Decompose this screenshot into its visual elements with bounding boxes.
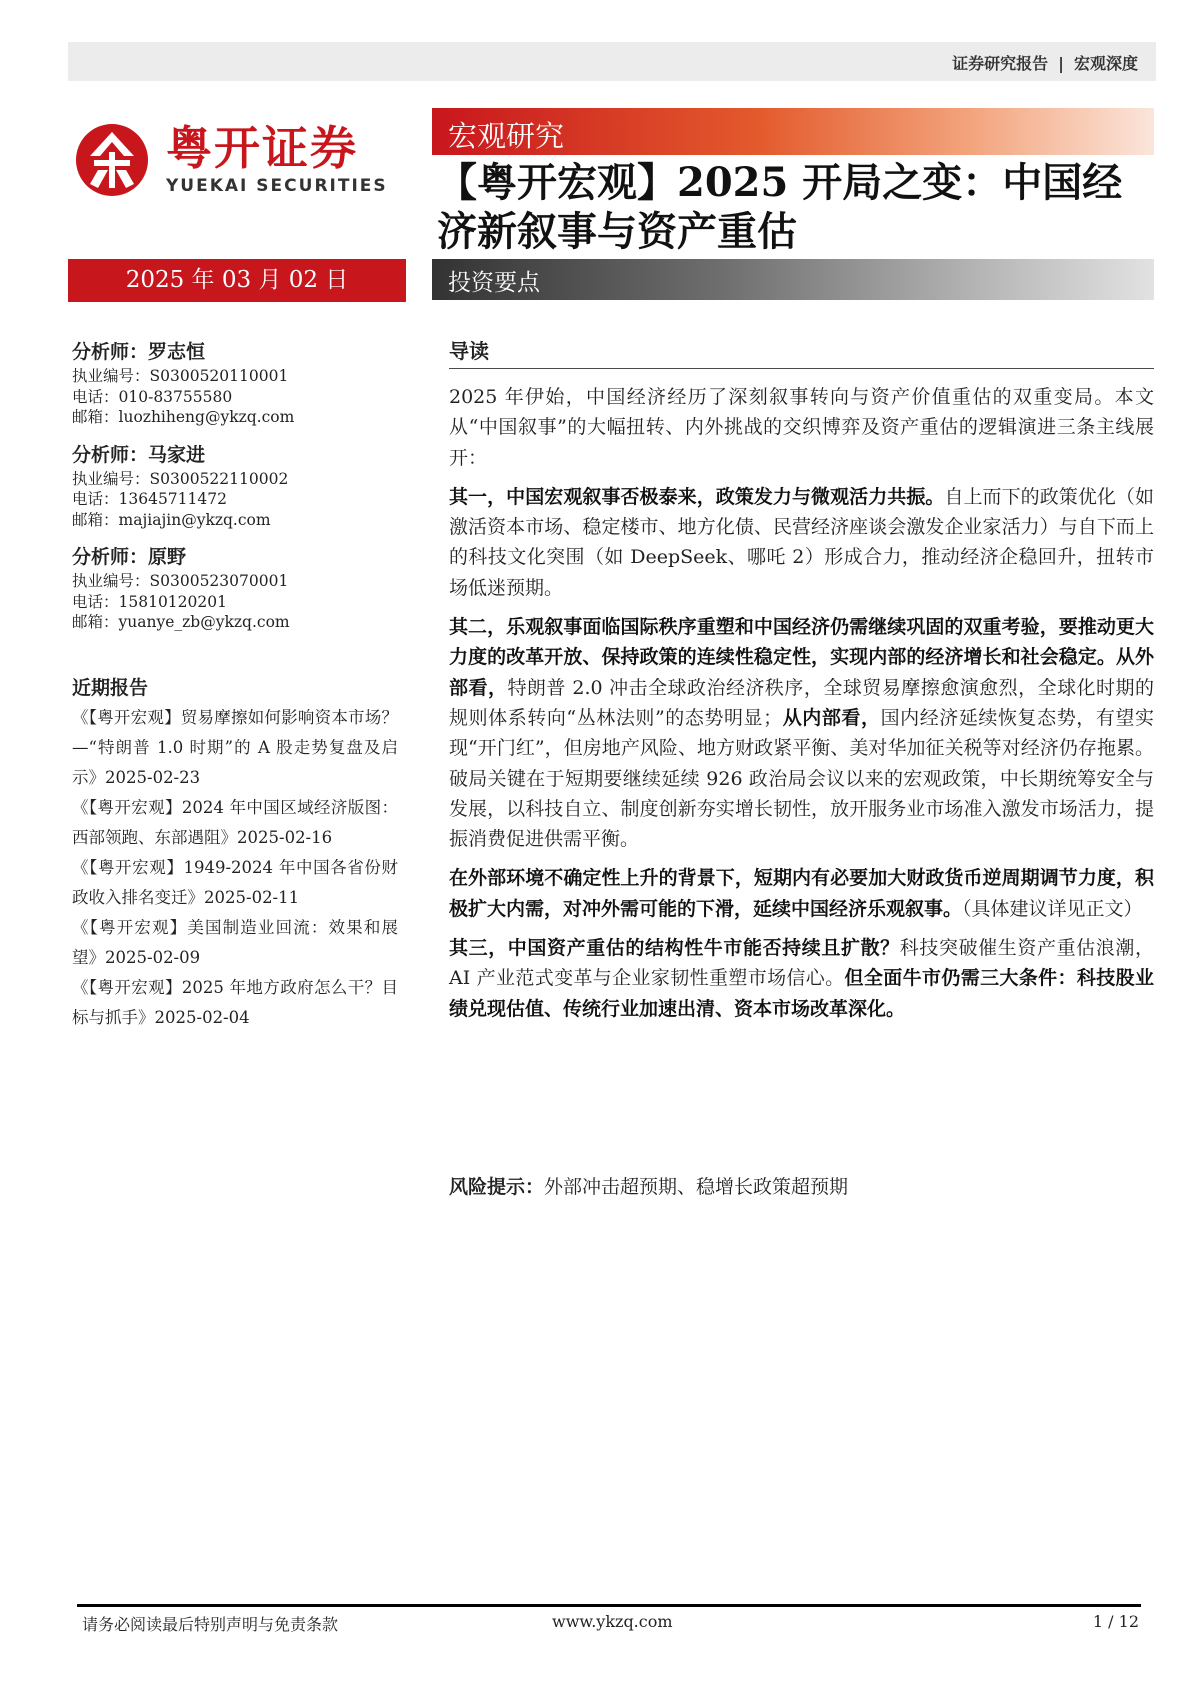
analyst-card [72, 542, 402, 633]
footer-page-number: 1 / 12 [1092, 1612, 1139, 1631]
recent-report-item[interactable]: 《【粤开宏观】2024 年中国区域经济版图：西部领跑、东部遇阻》2025-02-16 [72, 798, 398, 847]
recent-reports-title: 近期报告 [72, 677, 149, 699]
risk-text: 外部冲击超预期、稳增长政策超预期 [544, 1176, 849, 1198]
analyst-list [72, 337, 402, 645]
analyst-name: 分析师：马家进 [72, 443, 206, 466]
recent-report-item[interactable]: 《【粤开宏观】1949-2024 年中国各省份财政收入排名变迁》2025-02-11 [72, 858, 398, 907]
analyst-phone: 电话：15810120201 [72, 592, 227, 611]
report-title: 【粤开宏观】2025 开局之变：中国经济新叙事与资产重估 [437, 159, 1123, 255]
point-three-bold: 其三，中国资产重估的结构性牛市能否持续且扩散？ [449, 937, 900, 960]
footer-website[interactable]: www.ykzq.com [552, 1612, 673, 1631]
report-type: 证券研究报告 [952, 54, 1049, 73]
analyst-id: 执业编号：S0300522110002 [72, 469, 289, 488]
point-one-bold: 其一，中国宏观叙事否极泰来，政策发力与微观活力共振。 [449, 485, 945, 508]
analyst-phone: 电话：010-83755580 [72, 387, 233, 406]
section-band [432, 108, 1154, 155]
analyst-name: 分析师：原野 [72, 546, 187, 568]
analyst-name: 分析师：罗志恒 [72, 341, 206, 363]
analyst-email[interactable]: 邮箱：majiajin@ykzq.com [72, 510, 271, 529]
policy-bold: 在外部环境不确定性上升的背景下，短期内有必要加大财政货币逆周期调节力度，积极扩大内需，对冲外需可能的下滑，延续中国经济乐观叙事。 [449, 867, 1154, 920]
report-category: 宏观深度 [1073, 54, 1138, 73]
analyst-email[interactable]: 邮箱：yuanye_zb@ykzq.com [72, 613, 290, 631]
intro-heading: 导读 [449, 335, 1154, 369]
recent-reports-list [72, 703, 398, 1033]
report-date: 2025 年 03 月 02 日 [125, 267, 349, 293]
point-one-paragraph [449, 482, 1154, 603]
report-type-label [952, 51, 1138, 74]
footer-divider [77, 1604, 1141, 1607]
policy-text: （具体建议详见正文） [962, 897, 1143, 920]
yuekai-emblem-icon [74, 122, 150, 198]
point-two-paragraph [449, 612, 1154, 854]
analyst-card [72, 440, 402, 531]
analyst-id: 执业编号：S0300523070001 [72, 572, 289, 590]
company-name-cn: 粤开证券 [166, 121, 358, 175]
point-three-bold-end: 但全面牛市仍需三大条件：科技股业绩兑现估值、传统行业加速出清、资本市场改革深化。 [449, 967, 1154, 1020]
intro-body [449, 382, 1154, 1033]
point-two-text-cont: 国内经济延续恢复态势，有望实现“开门红”，但房地产风险、地方财政紧平衡、美对华加征关税等对经济仍存拖累。破局关键在于短期要继续延续 926 政治局会议以来的宏观政策，中长期统筹安全与发展，以科技自立、制度创新夯实增长韧性，放开服务业市场准入激发市场活力，提振消费促进供需平衡。 [449, 706, 1154, 851]
recent-report-item[interactable]: 《【粤开宏观】2025 年地方政府怎么干？目标与抓手》2025-02-04 [72, 978, 398, 1027]
policy-paragraph [449, 863, 1154, 924]
point-two-text: 特朗普 2.0 冲击全球政治经济秩序，全球贸易摩擦愈演愈烈，全球化时期的规则体系转向“丛林法则”的态势明显； [449, 676, 1154, 729]
header-separator: | [1058, 54, 1064, 73]
top-header-bar [68, 42, 1156, 81]
company-logo [74, 120, 404, 200]
analyst-id: 执业编号：S0300520110001 [72, 367, 289, 385]
point-three-text: 科技突破催生资产重估浪潮，AI 产业范式变革与企业家韧性重塑市场信心。 [449, 937, 1154, 990]
key-points-label: 投资要点 [448, 270, 540, 296]
intro-paragraph: 2025 年伊始，中国经济经历了深刻叙事转向与资产价值重估的双重变局。本文从“中国叙事”的大幅扭转、内外挑战的交织博弈及资产重估的逻辑演进三条主线展开： [449, 386, 1154, 469]
analyst-card [72, 337, 402, 428]
point-two-bold-inner: 从内部看， [782, 706, 881, 729]
point-one-text: 自上而下的政策优化（如激活资本市场、稳定楼市、地方化债、民营经济座谈会激发企业家活力）与自下而上的科技文化突围（如 DeepSeek、哪吒 2）形成合力，推动经济企稳回升，扭转市场低迷预期。 [449, 485, 1154, 599]
analyst-phone: 电话：13645711472 [72, 490, 227, 508]
analyst-email[interactable]: 邮箱：luozhiheng@ykzq.com [72, 408, 295, 426]
recent-report-item[interactable]: 《【粤开宏观】美国制造业回流：效果和展望》2025-02-09 [72, 918, 398, 967]
recent-report-item[interactable]: 《【粤开宏观】贸易摩擦如何影响资本市场？—“特朗普 1.0 时期”的 A 股走势复盘及启示》2025-02-23 [72, 708, 398, 787]
point-two-bold: 其二，乐观叙事面临国际秩序重塑和中国经济仍需继续巩固的双重考验，要推动更大力度的改革开放、保持政策的连续性稳定性，实现内部的经济增长和社会稳定。从外部看， [449, 616, 1154, 699]
point-three-paragraph [449, 933, 1154, 1024]
footer-disclaimer: 请务必阅读最后特别声明与免责条款 [82, 1615, 339, 1634]
risk-label: 风险提示： [449, 1176, 545, 1198]
section-label: 宏观研究 [448, 119, 565, 153]
key-points-band [432, 259, 1154, 300]
risk-warning [449, 1172, 848, 1199]
company-name-en: YUEKAI SECURITIES [166, 176, 388, 196]
date-box [68, 259, 406, 302]
